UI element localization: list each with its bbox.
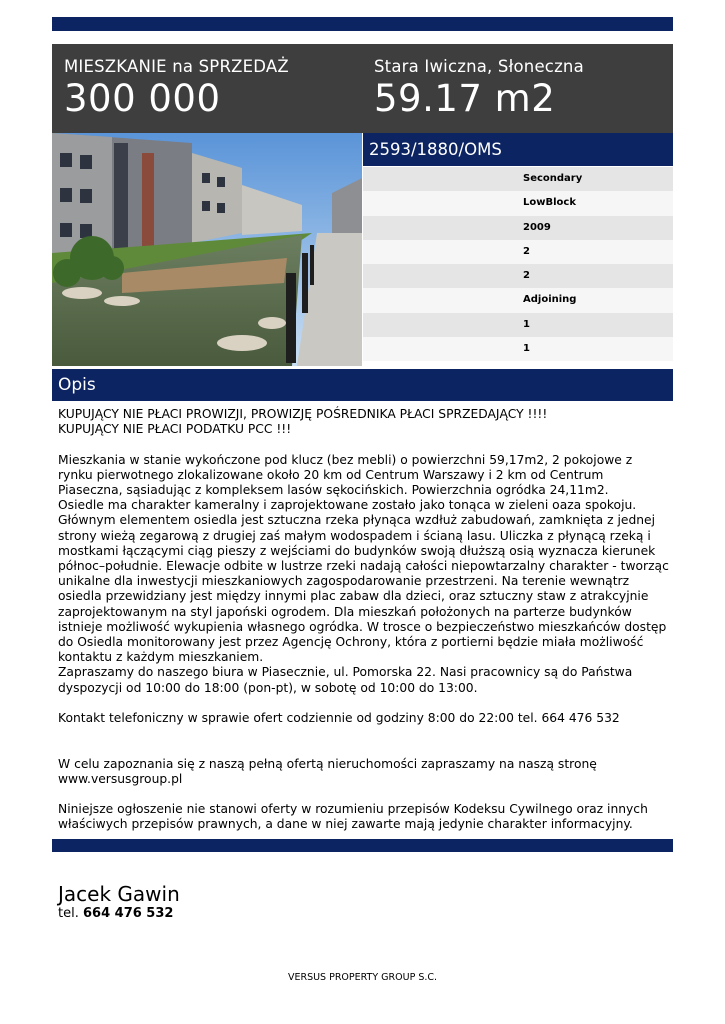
location: Stara Iwiczna, Słoneczna [374,57,584,76]
details-row: 2 [363,240,673,264]
reference-number: 2593/1880/OMS [363,133,673,166]
agent-name: Jacek Gawin [58,882,180,906]
details-row: 2009 [363,216,673,240]
agent-contact [58,882,180,922]
agent-phone-line [58,906,180,922]
description: KUPUJĄCY NIE PŁACI PROWIZJI, PROWIZJĘ POŚREDNIKA PŁACI SPRZEDAJĄCY !!!! KUPUJĄCY NIE PŁACI PODATKU PCC !!! Mieszkania w stanie wykończone pod klucz (bez mebli) o powierzchni 59,17m2, 2 pokojowe z rynku pierwotnego zlokalizowane około 20 km od Centrum Warszawy i 2 km od Centrum Piaseczna, sąsiadując z kompleksem lasów sękocińskich. Powierzchnia ogródka 24,11m2. Osiedle ma charakter kameralny i zaprojektowane zostało jako tonąca w zieleni oaza spokoju. Głównym elementem osiedla jest sztuczna rzeka płynąca wzdłuż zabudowań, zamknięta z jednej strony wieżą zegarową z drugiej zaś małym wodospadem i ścianą lasu. Uliczka z płynącą rzeką i mostkami łączącymi ciąg pieszy z wejściami do budynków swoją dłuższą osią wyznacza kierunek północ–południe. Elewacje odbite w lustrze rzeki nadają całości niepowtarzalny charakter - tworząc unikalne dla inwestycji mieszkaniowych zagospodarowanie przestrzeni. Na terenie wewnątrz osiedla przewidziany jest między innymi plac zabaw dla dzieci, oraz sztuczny staw z atrakcyjnie zaprojektowanym na styl japoński ogrodem. Dla mieszkań położonych na parterze budynków istnieje możliwość wykupienia własnego ogródka. W trosce o bezpieczeństwo mieszkańców dostęp do Osiedla monitorowany jest przez Agencję Ochrony, która z portierni będzie miała możliwość kontaktu z każdym mieszkaniem. Zapraszamy do naszego biura w Piasecznie, ul. Pomorska 22. Nasi pracownicy są do Państwa dyspozycji od 10:00 do 18:00 (pon-pt), w sobotę od 10:00 do 13:00. Kontakt telefoniczny w sprawie ofert codziennie od godziny 8:00 do 22:00 tel. 664 476 532 W celu zapoznania się z naszą pełną ofertą nieruchomości zapraszamy na naszą stronę www.versusgroup.pl Niniejsze ogłoszenie nie stanowi oferty w rozumieniu przepisów Kodeksu Cywilnego oraz innych właściwych przepisów prawnych, a dane w niej zawarte mają jedynie charakter informacyjny. [58,407,669,832]
property-photo-illustration [52,133,362,366]
bottom-bar [52,839,673,852]
property-photo [52,133,362,366]
header-right [374,56,584,120]
listing-header [52,44,673,133]
details-row: Secondary [363,167,673,191]
property-type: MIESZKANIE na SPRZEDAŻ [64,57,289,76]
details-row: Adjoining [363,288,673,312]
price: 300 000 [64,77,221,120]
details-row: LowBlock [363,191,673,215]
section-title: Opis [52,369,673,401]
details-table [363,167,673,361]
details-row: 2 [363,264,673,288]
tel-label: tel. [58,906,79,921]
footer-company: VERSUS PROPERTY GROUP S.C. [287,972,438,983]
area: 59.17 m2 [374,77,556,120]
details-row: 1 [363,337,673,361]
details-row: 1 [363,313,673,337]
agent-phone: 664 476 532 [82,906,174,921]
top-bar [52,17,673,31]
header-left [64,56,289,120]
